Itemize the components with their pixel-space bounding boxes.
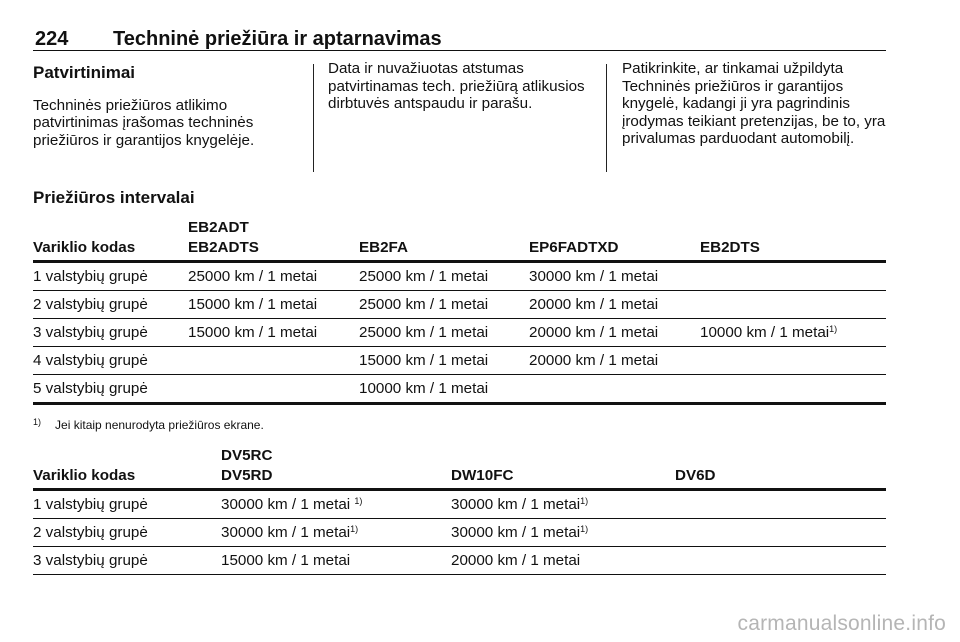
table-cell [700,319,886,347]
table-header-cell: EB2DTS [700,218,886,262]
engine-code: DV5RD [221,467,273,484]
table-cell [221,519,451,547]
table-cell: 2 valstybių grupė [33,519,221,547]
table-cell [700,347,886,375]
intro-column-1 [33,60,308,149]
table-cell [675,547,886,575]
table-cell: 30000 km / 1 metai [529,262,700,291]
table-cell [451,490,675,519]
page-header [33,10,886,51]
column-divider [606,64,607,172]
footnote-ref: 1) [829,324,838,334]
table-cell: 15000 km / 1 metai [188,291,359,319]
intro-text-1: Techninės priežiūros atlikimo patvirtinimas įrašomas techninės priežiūros ir garantijos knygelėje. [33,96,255,149]
engine-code: DV5RC [221,447,273,464]
intro-column-3 [622,60,886,148]
table-cell: 15000 km / 1 metai [188,319,359,347]
table-cell: 20000 km / 1 metai [529,291,700,319]
table-cell: 15000 km / 1 metai [221,547,451,575]
footnote-ref: 1) [354,496,363,506]
table-row [33,519,886,547]
table-cell: 1 valstybių grupė [33,262,188,291]
table-header-cell [188,218,359,262]
service-interval-table-1 [33,218,886,405]
cell-value: 30000 km / 1 metai [451,496,581,513]
table-cell: 25000 km / 1 metai [188,262,359,291]
table-cell: 20000 km / 1 metai [451,547,675,575]
footnote-text: Jei kitaip nenurodyta priežiūros ekrane. [55,418,264,432]
footnote-ref: 1) [580,524,589,534]
table-row [33,291,886,319]
table-row [33,319,886,347]
table-cell [188,347,359,375]
table-cell [700,375,886,404]
table-header-cell: DW10FC [451,446,675,490]
table-row [33,490,886,519]
table-cell [188,375,359,404]
table-cell [700,262,886,291]
cell-value: 30000 km / 1 metai [451,524,581,541]
intro-column-2 [328,60,603,113]
cell-value: 30000 km / 1 metai [221,496,355,513]
column-divider [313,64,314,172]
table-header-row [33,218,886,262]
table-cell: 20000 km / 1 metai [529,347,700,375]
table-row [33,547,886,575]
table-header-cell: EP6FADTXD [529,218,700,262]
table-cell [675,519,886,547]
intro-text-3: Patikrinkite, ar tinkamai užpildyta Techninės priežiūros ir garantijos knygelė, kadangi ji yra pagrindinis įrodymas teikiant pretenzijas, be to, yra privalumas parduodant automobilį. [622,60,886,147]
table-cell: 1 valstybių grupė [33,490,221,519]
table-cell: 25000 km / 1 metai [359,319,529,347]
page-title: Techninė priežiūra ir aptarnavimas [113,28,442,50]
table-row [33,375,886,404]
table-cell: 3 valstybių grupė [33,547,221,575]
table-cell: 20000 km / 1 metai [529,319,700,347]
table-cell [221,490,451,519]
page-number: 224 [35,28,69,50]
table-cell: 3 valstybių grupė [33,319,188,347]
table-header-row [33,446,886,490]
intro-text-2: Data ir nuvažiuotas atstumas patvirtinamas tech. priežiūrą atlikusios dirbtuvės antspaudu ir parašu. [328,60,585,112]
table-cell: 4 valstybių grupė [33,347,188,375]
table-cell [451,519,675,547]
engine-code: EB2ADTS [188,239,259,256]
table-row [33,262,886,291]
table-header-cell: EB2FA [359,218,529,262]
table-header-cell: Variklio kodas [33,218,188,262]
table-header-cell: DV6D [675,446,886,490]
table-header-cell [221,446,451,490]
footnote-ref: 1) [580,496,589,506]
footnote [33,417,264,432]
table-row [33,347,886,375]
table-cell: 25000 km / 1 metai [359,291,529,319]
service-interval-table-2 [33,446,886,575]
footnote-ref: 1) [350,524,359,534]
table-cell [675,490,886,519]
table-cell [529,375,700,404]
table-cell: 2 valstybių grupė [33,291,188,319]
footnote-mark: 1) [33,417,42,427]
cell-value: 30000 km / 1 metai [221,524,351,541]
engine-code: EB2ADT [188,219,249,236]
watermark: carmanualsonline.info [737,612,946,635]
table-header-cell: Variklio kodas [33,446,221,490]
table-cell: 5 valstybių grupė [33,375,188,404]
table-cell [700,291,886,319]
table-cell: 15000 km / 1 metai [359,347,529,375]
table-cell: 25000 km / 1 metai [359,262,529,291]
table-cell: 10000 km / 1 metai [359,375,529,404]
section-title: Priežiūros intervalai [33,188,195,207]
cell-value: 10000 km / 1 metai [700,324,830,341]
intro-heading: Patvirtinimai [33,63,136,82]
